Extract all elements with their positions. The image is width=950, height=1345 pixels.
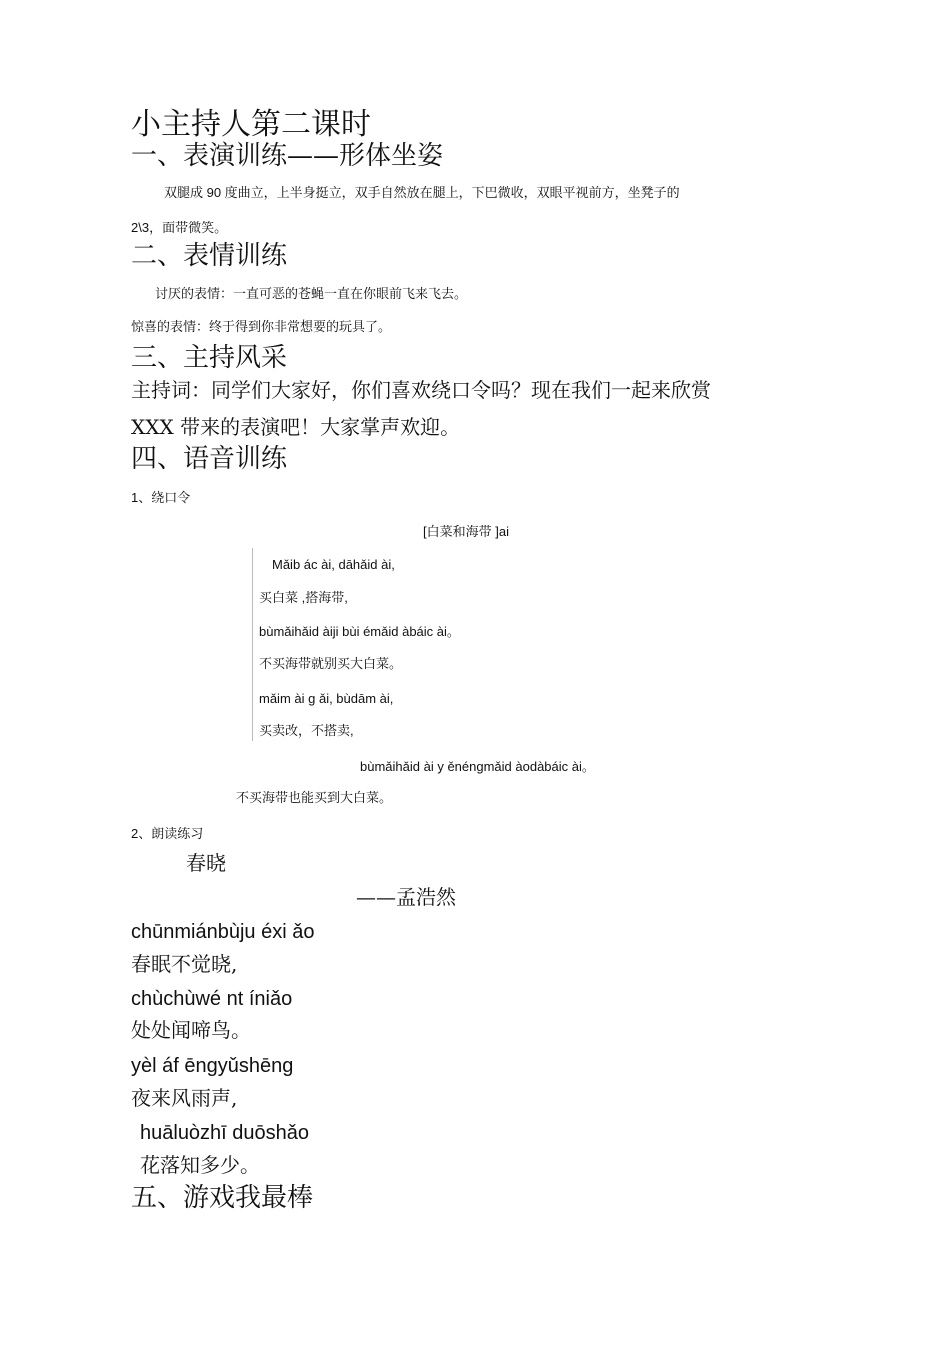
pinyin-line: bùmǎihǎid ài y ěnéngmǎid àodàbáic ài。 (360, 759, 595, 774)
verse-line: 处处闻啼鸟。 (131, 1018, 251, 1042)
pinyin-line: bùmǎihǎid àiji bùi émǎid àbáic ài。 (259, 624, 460, 639)
pinyin-line: chùchùwé nt íniǎo (131, 988, 293, 1010)
section-heading-1: 一、表演训练——形体坐姿 (131, 141, 444, 171)
section-heading-5: 五、游戏我最棒 (131, 1183, 314, 1213)
pinyin-line: yèl áf ēngyǔshēng (131, 1055, 294, 1077)
paragraph: 2\3，面带微笑。 (131, 220, 228, 235)
verse-line: 春眠不觉晓, (131, 952, 238, 976)
verse-line: 买卖改，不搭卖, (259, 723, 354, 738)
section-heading-2: 二、表情训练 (131, 241, 288, 271)
verse-line: 花落知多少。 (140, 1153, 260, 1177)
paragraph: 讨厌的表情：一直可恶的苍蝇一直在你眼前飞来飞去。 (155, 286, 468, 301)
paragraph: XXX 带来的表演吧！大家掌声欢迎。 (131, 415, 461, 439)
page-title: 小主持人第二课时 (131, 107, 371, 142)
paragraph: 双腿成 90 度曲立，上半身挺立，双手自然放在腿上，下巴微收，双眼平视前方，坐凳子的 (164, 185, 680, 200)
pinyin-line: mǎim ài g ǎi, bùdām ài, (259, 691, 394, 706)
paragraph: 主持词：同学们大家好，你们喜欢绕口令吗？现在我们一起来欣赏 (131, 378, 711, 402)
verse-line: 不买海带就别买大白菜。 (259, 656, 403, 671)
section-heading-4: 四、语音训练 (131, 444, 288, 474)
pinyin-line: Mǎib ác ài, dāhǎid ài, (272, 557, 395, 572)
verse-line: 不买海带也能买到大白菜。 (236, 790, 393, 805)
verse-line: 夜来风雨声, (131, 1086, 238, 1110)
list-item-label: 1、绕口令 (131, 490, 191, 505)
tongue-twister-title: [白菜和海带 ]ai (423, 524, 509, 539)
verse-line: 买白菜 ,搭海带, (259, 590, 348, 605)
poem-author: ——孟浩然 (356, 885, 456, 909)
list-item-label: 2、朗读练习 (131, 826, 204, 841)
poem-title: 春晓 (186, 851, 226, 875)
section-heading-3: 三、主持风采 (131, 343, 288, 373)
paragraph: 惊喜的表情：终于得到你非常想要的玩具了。 (131, 319, 392, 334)
pinyin-line: chūnmiánbùju éxi ǎo (131, 921, 315, 943)
margin-line (252, 548, 253, 741)
pinyin-line: huāluòzhī duōshǎo (140, 1122, 310, 1144)
